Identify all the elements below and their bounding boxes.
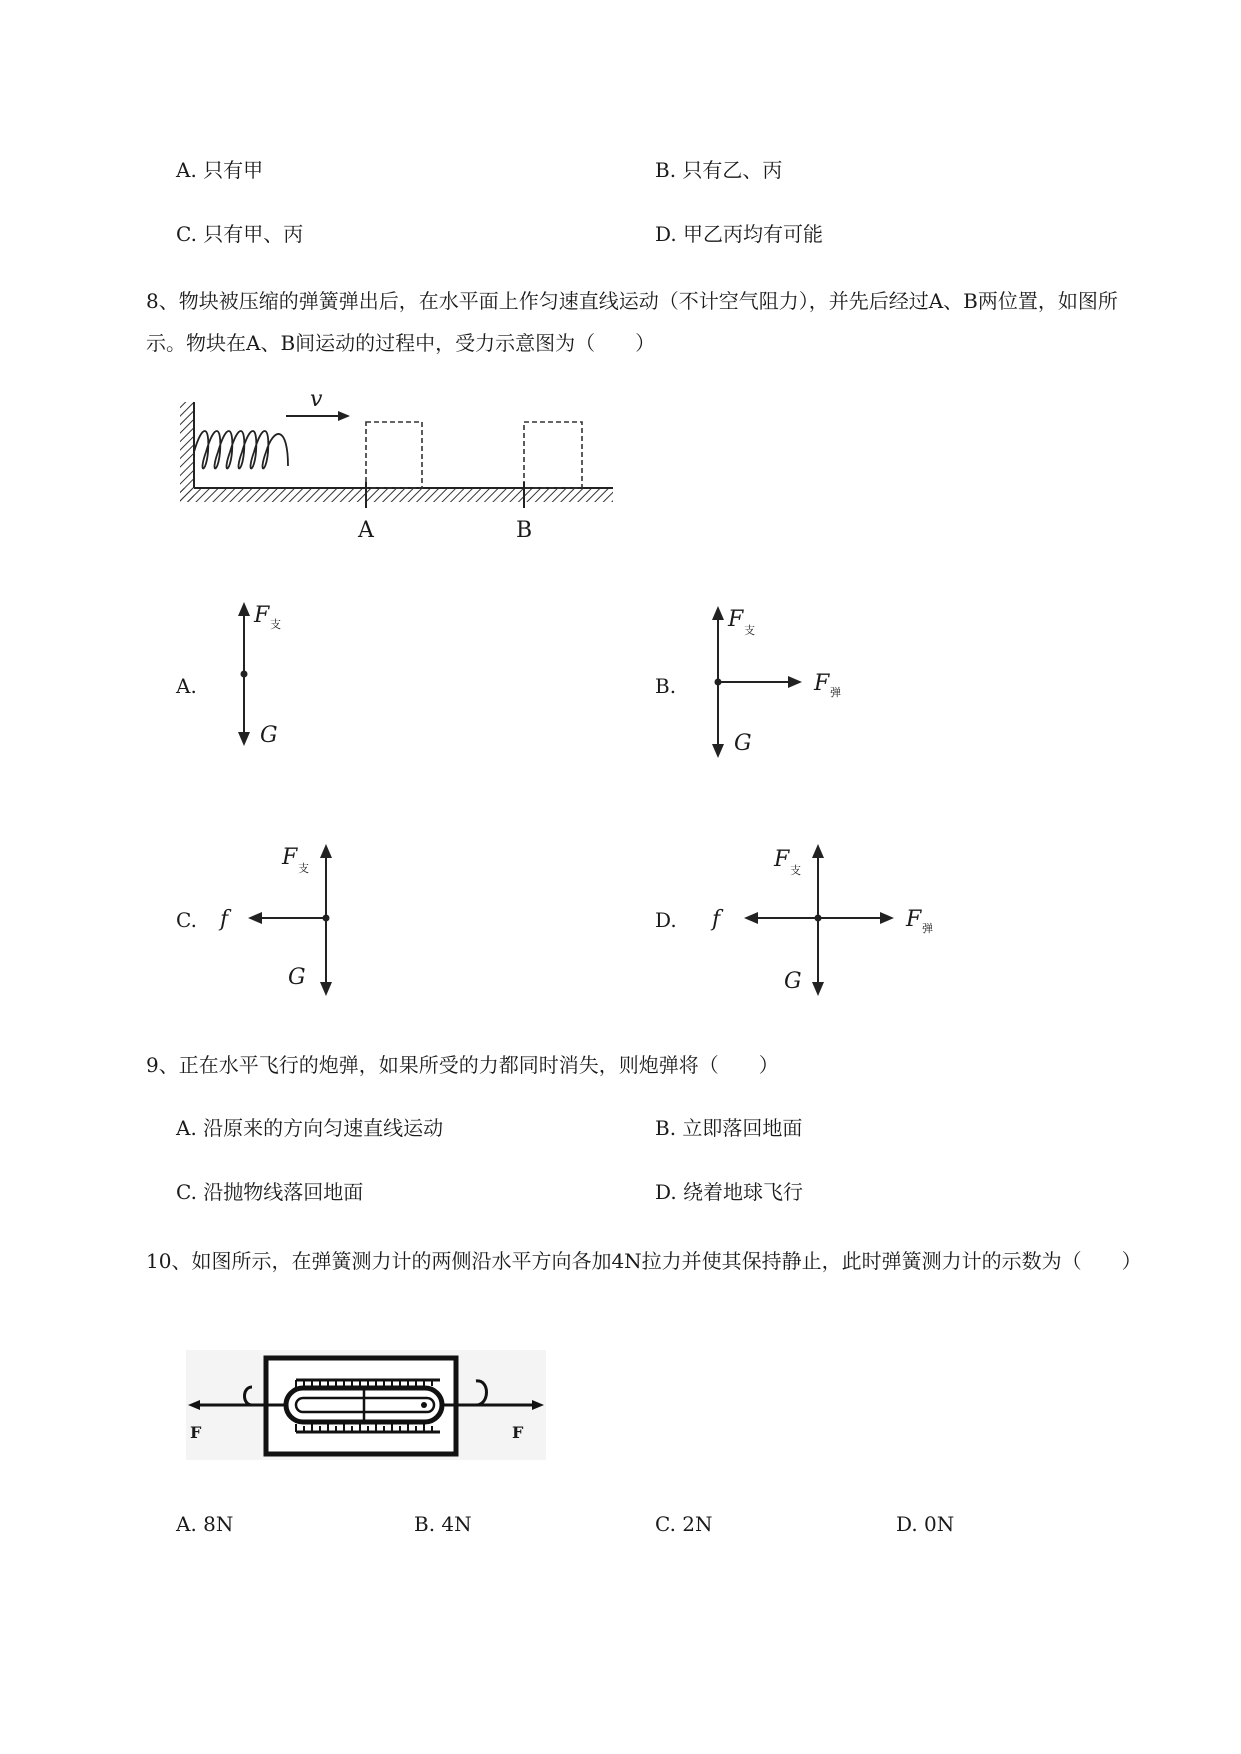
svg-text:支: 支 <box>790 864 801 877</box>
q10-option-c[interactable]: C. 2N <box>655 1512 713 1536</box>
spring-icon <box>194 431 288 469</box>
position-b-label: B <box>516 518 533 543</box>
svg-text:弹: 弹 <box>830 686 841 699</box>
q9-option-d[interactable]: D. 绕着地球飞行 <box>655 1180 804 1204</box>
q7-option-d[interactable]: D. 甲乙丙均有可能 <box>655 222 824 246</box>
position-a-label: A <box>358 518 374 543</box>
q9-option-b[interactable]: B. 立即落回地面 <box>655 1116 803 1140</box>
svg-text:F: F <box>728 607 744 632</box>
svg-text:F: F <box>906 907 922 932</box>
left-force-label: F <box>190 1423 202 1442</box>
q8-option-b-diagram[interactable] <box>696 604 876 764</box>
svg-text:G: G <box>260 723 278 748</box>
q10-option-b[interactable]: B. 4N <box>414 1512 472 1536</box>
q10-option-d[interactable]: D. 0N <box>896 1512 955 1536</box>
q10-stem: 10、如图所示，在弹簧测力计的两侧沿水平方向各加4N拉力并使其保持静止，此时弹簧测力计的示数为（ ） <box>146 1249 1142 1273</box>
svg-text:弹: 弹 <box>922 922 933 935</box>
block-b <box>524 422 582 488</box>
svg-text:f: f <box>712 907 721 932</box>
wall <box>180 402 194 502</box>
q8-spring-figure <box>178 387 618 552</box>
svg-text:支: 支 <box>298 862 309 875</box>
svg-text:F: F <box>774 847 790 872</box>
q8-option-c-diagram[interactable] <box>214 842 374 1002</box>
svg-text:支: 支 <box>744 624 755 637</box>
q8-stem: 8、物块被压缩的弹簧弹出后，在水平面上作匀速直线运动（不计空气阻力），并先后经过A、B两位置，如图所示。物块在A、B间运动的过程中，受力示意图为（ ） <box>146 289 1118 355</box>
svg-text:G: G <box>288 965 306 990</box>
q8-option-c-label[interactable]: C. <box>176 908 197 932</box>
q9-stem: 9、正在水平飞行的炮弹，如果所受的力都同时消失，则炮弹将（ ） <box>146 1053 779 1077</box>
svg-text:G: G <box>734 731 752 756</box>
block-a <box>366 422 422 488</box>
q10-option-a[interactable]: A. 8N <box>176 1512 234 1536</box>
q9-option-a[interactable]: A. 沿原来的方向匀速直线运动 <box>176 1116 444 1140</box>
q9-option-c[interactable]: C. 沿抛物线落回地面 <box>176 1180 364 1204</box>
ground <box>180 488 613 502</box>
q8-option-b-label[interactable]: B. <box>655 674 677 698</box>
q8-option-d-diagram[interactable] <box>700 842 940 1002</box>
svg-text:F: F <box>814 671 830 696</box>
q10-spring-scale-figure <box>186 1350 546 1460</box>
svg-text:G: G <box>784 969 802 994</box>
q8-option-a-diagram[interactable] <box>220 598 340 758</box>
svg-text:F: F <box>282 845 298 870</box>
svg-text:支: 支 <box>270 618 281 631</box>
right-force-label: F <box>512 1423 524 1442</box>
q7-option-c[interactable]: C. 只有甲、丙 <box>176 222 304 246</box>
svg-text:F: F <box>254 603 270 628</box>
q8-option-a-label[interactable]: A. <box>176 674 197 698</box>
q8-option-d-label[interactable]: D. <box>655 908 677 932</box>
q7-option-b[interactable]: B. 只有乙、丙 <box>655 158 783 182</box>
svg-text:f: f <box>220 907 229 932</box>
velocity-label: v <box>310 387 323 412</box>
q7-option-a[interactable]: A. 只有甲 <box>176 158 264 182</box>
